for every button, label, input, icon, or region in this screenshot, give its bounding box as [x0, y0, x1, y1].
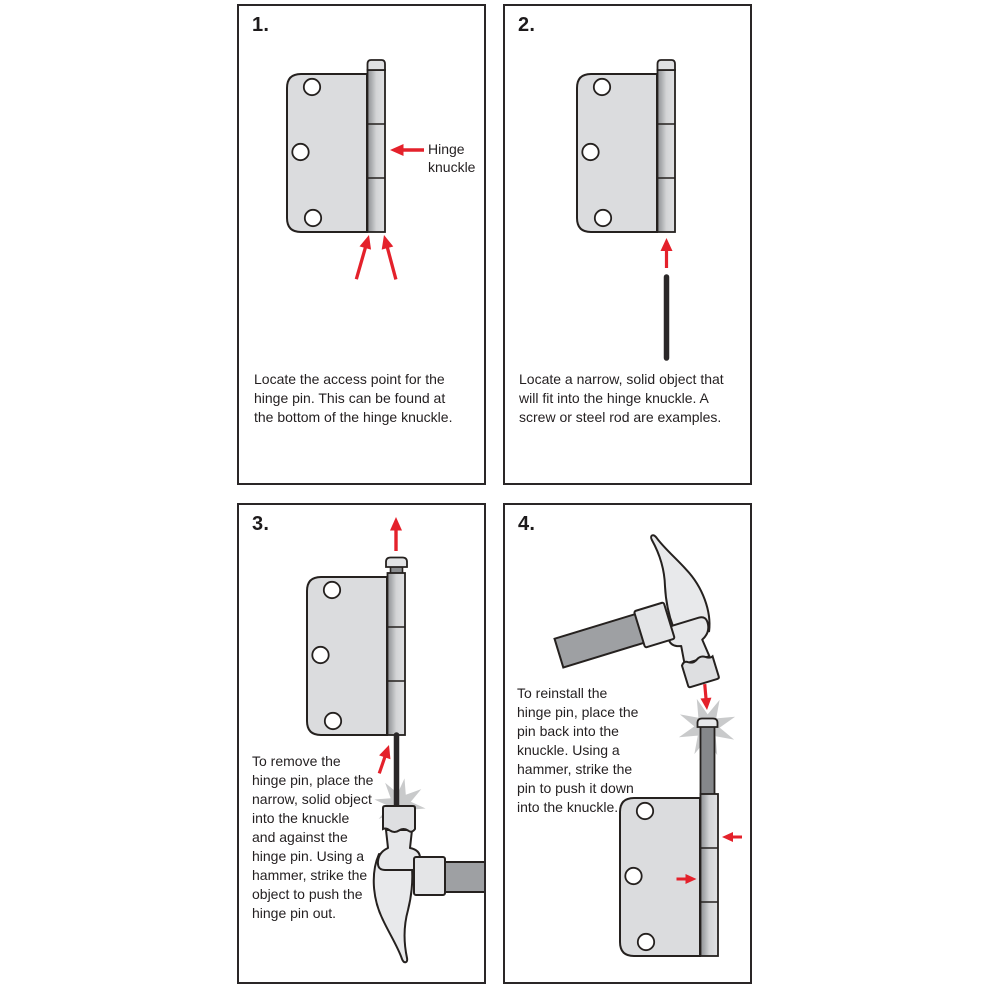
panel-step-1	[237, 4, 486, 485]
panel-step-3	[237, 503, 486, 984]
hinge-pin-cap	[658, 60, 676, 70]
insert-direction-arrow-icon	[661, 238, 673, 268]
step-2-caption: Locate a narrow, solid object that will fit into the hinge knuckle. A screw or steel rod are examples.	[519, 371, 724, 425]
knuckle-pointer-arrow-icon	[390, 144, 424, 156]
hinge	[287, 70, 385, 232]
step-1-caption: Locate the access point for the hinge pin. This can be found at the bottom of the hinge knuckle.	[254, 371, 453, 425]
hammer	[374, 806, 484, 962]
step-number: 2.	[518, 14, 536, 36]
push-up-arrow-icon	[374, 743, 395, 775]
hinge-pin-cap	[368, 60, 386, 70]
step-number: 4.	[518, 513, 536, 535]
hinge	[307, 573, 405, 735]
step-number: 3.	[252, 513, 270, 535]
knuckle-arrow-left-icon	[722, 832, 742, 842]
step-4-caption: To reinstall the hinge pin, place the pin back into the knuckle. Using a hammer, strike the pin to push it down into the knuckle.	[517, 685, 639, 815]
hinge	[620, 794, 718, 956]
access-point-arrow-left-icon	[351, 233, 375, 281]
pin-out-arrow-icon	[390, 517, 402, 551]
step-3-caption: To remove the hinge pin, place the narrow, solid object into the knuckle and against the hinge pin. Using a hammer, strike the object to push the hinge pin out.	[252, 753, 374, 921]
hinge-knuckle-callout: Hinge knuckle	[428, 141, 476, 175]
step-number: 1.	[252, 14, 270, 36]
hinge-pin	[698, 719, 718, 801]
panel-step-2	[503, 4, 752, 485]
panel-step-4	[503, 503, 752, 984]
hinge	[577, 70, 675, 232]
access-point-arrow-right-icon	[378, 233, 401, 281]
